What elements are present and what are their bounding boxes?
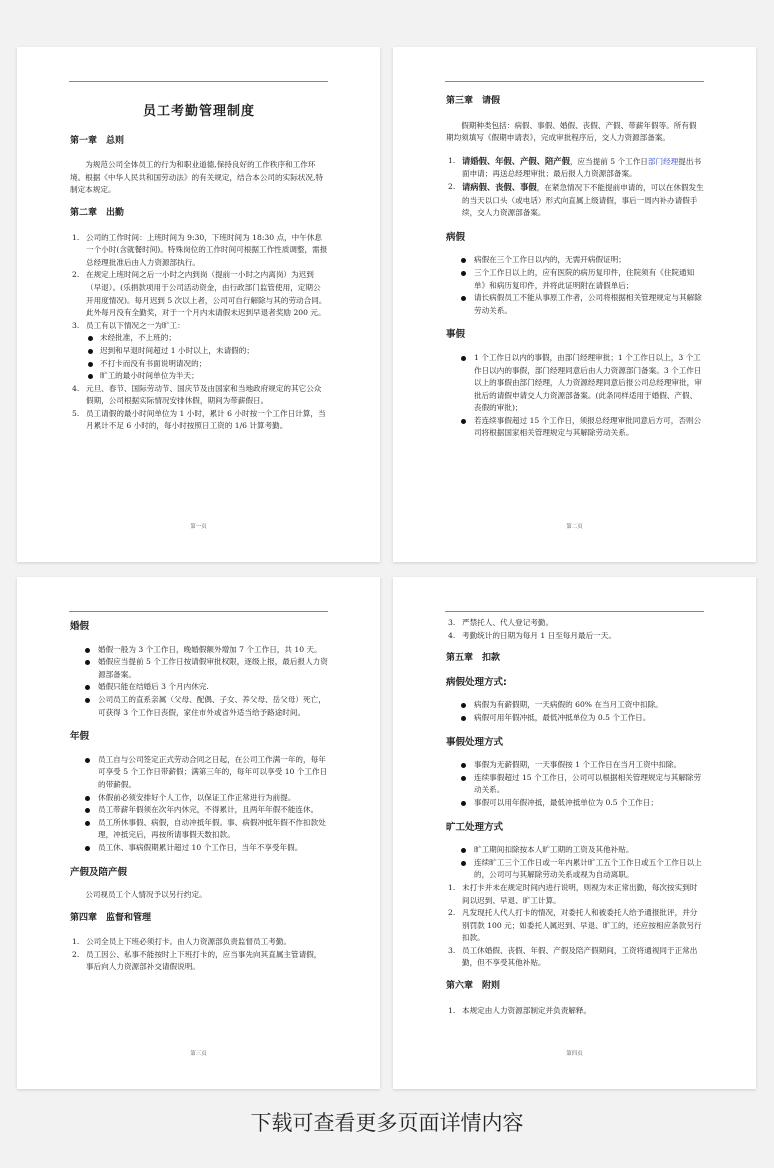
bullet-list: [86, 332, 328, 382]
list-item: 2. 请病假、丧假、事假，在紧急情况下不能提前申请的，可以在休假发生的当天以口头（或电话）形式向直属上级请假，事后一周内补办请假手续，交人力资源部备案。: [448, 181, 704, 218]
list-item: 1. 本规定由人力资源部制定并负责解释。: [448, 1005, 592, 1015]
page-number: 第三页: [190, 1051, 207, 1057]
department-manager-link[interactable]: 部门经理: [647, 156, 679, 166]
numbered-list: [446, 1005, 704, 1018]
bullet-item: 旷工期间扣除按本人旷工期的工资及其他补贴。: [446, 844, 704, 857]
bullet-item: 员工自与公司签定正式劳动合同之日起，在公司工作满一年的，每年可享受 5 个工作日带薪假；满第三年的，每年可以享受 10 个工作日的带薪假。: [70, 754, 328, 792]
bullet-item: 员工休、事病假期累计超过 10 个工作日，当年不享受年假。: [70, 842, 328, 855]
list-item: 4. 考勤统计的日期为每月 1 日至每月最后一天。: [448, 630, 616, 640]
bullet-item: 婚假只能在结婚后 3 个月内休完.: [70, 681, 328, 694]
list-item: 1. 请婚假、年假、产假、陪产假，应当提前 5 个工作日部门经理提出书面申请；再送总经理审批；最后报人力资源部备案。: [448, 155, 702, 179]
numbered-list: [70, 936, 328, 974]
section-heading: 事假: [446, 329, 466, 341]
page-content: [70, 617, 328, 984]
page-content: [446, 91, 704, 450]
numbered-list: [446, 155, 704, 220]
header-rule: [69, 611, 328, 612]
list-item: 2. 员工因公、私事不能按时上下班打卡的，应当事先向其直属主管请假，事后向人力资源部补交请假说明。: [72, 949, 322, 972]
download-prompt-text: 下载可查看更多页面详情内容: [250, 1111, 524, 1135]
section-heading: 事假处理方式: [446, 736, 504, 748]
numbered-list: [446, 617, 704, 642]
bullet-item: 病假可用年假冲抵，最低冲抵单位为 0.5 个工作日。: [446, 712, 704, 725]
paragraph: 公司视员工个人情况予以另行约定。: [85, 890, 207, 900]
bullet-list: [446, 844, 704, 882]
document-page-4: [393, 577, 756, 1089]
bullet-item: 病假在三个工作日以内的，无需开病假证明；: [446, 254, 704, 267]
page-content: [446, 617, 704, 1027]
bullet-item: 病假为有薪假期，一天病假的 60% 在当月工资中扣除。: [446, 699, 704, 712]
bullet-list: [446, 699, 704, 724]
chapter-heading: 第二章 出勤: [70, 207, 125, 218]
paragraph: 为规范公司全体员工的行为和职业道德,保持良好的工作秩序和工作环境。根据《中华人民共和国劳动法》的有关规定，结合本公司的实际状况,特制定本规定。: [70, 160, 324, 195]
list-item: 3. 员工休婚假、丧假、年假、产假及陪产假期间，工资将通视同于正常出勤，但不享受其他补贴。: [448, 945, 698, 968]
bullet-item: 员工所休事假、病假，自动冲抵年假。事、病假冲抵年假不作扣款处理，冲抵完后，再按所请事假天数扣款。: [70, 817, 328, 842]
chapter-heading: 第一章 总则: [70, 135, 125, 146]
bullet-list: [446, 254, 704, 317]
header-rule: [445, 611, 704, 612]
list-item: 1. 未打卡并未在规定时间内进行说明，则视为未正常出勤，每次按实到时间以迟到、早退、旷工计算。: [448, 882, 698, 905]
bullet-item: 三个工作日以上的，应有医院的病历复印件，住院须有《住院通知单》和病历复印件，并将此证明附在请假单后；: [446, 267, 704, 292]
list-item: 3. 严禁托人、代人登记考勤。: [448, 618, 554, 627]
bullet-list: [446, 352, 704, 440]
bullet-list: [446, 759, 704, 809]
document-page-3: [17, 577, 380, 1089]
bullet-item: 婚假一般为 3 个工作日，晚婚假额外增加 7 个工作日，共 10 天。: [70, 644, 328, 657]
document-page-2: [393, 47, 756, 562]
bullet-item: 事假为无薪假期，一天事假按 1 个工作日在当月工资中扣除。: [446, 759, 704, 772]
numbered-list: [70, 232, 328, 434]
list-item: 1. 公司的工作时间：上班时间为 9:30，下班时间为 18:30 点，中午休息一个小时(含就餐时间)。特殊岗位的工作时间可根据工作性质调整，需报总经理批准后由人力资源部执行。: [72, 232, 328, 267]
list-item: 3. 员工有以下情况之一为旷工： 未经批准，不上班的； 迟到和早退时间超过 1 小时以上，未请假的； 不打卡而没有书面说明请况的； 旷工的最小时间单位为半天；: [70, 320, 328, 383]
bullet-list: [70, 644, 328, 720]
bullet-item: 迟到和早退时间超过 1 小时以上，未请假的；: [86, 345, 328, 358]
section-heading: 旷工处理方式: [446, 821, 504, 833]
bullet-item: 婚假应当提前 5 个工作日按请假审批权限，逐级上报，最后报人力资源部备案。: [70, 656, 328, 681]
section-heading: 婚假: [70, 621, 90, 632]
page-content: [70, 91, 328, 443]
chapter-heading: 第三章 请假: [446, 96, 501, 106]
bullet-item: 1 个工作日以内的事假，由部门经理审批；1 个工作日以上，3 个工作日以内的事假，部门经理同意后由人力资源部门备案。3 个工作日以上的事假由部门经理，人力资源经理同意后报公司总经理审批，审批后的请假申请交人力资源部备案。(此条同样适用于婚假、产假、丧假的审批)；: [446, 352, 704, 415]
list-item: 2. 凡发现托人代人打卡的情况，对委托人和被委托人给予通报批评，并分别罚款 100 元；如委托人属迟到、早退、旷工的，还应按相应条款另行扣款。: [448, 908, 702, 943]
header-rule: [445, 81, 704, 82]
list-item: 1. 公司全员上下班必须打卡。由人力资源部负责监督员工考勤。: [72, 937, 292, 947]
page-number: 第四页: [566, 1051, 583, 1057]
section-heading: 产假及陪产假: [70, 866, 128, 878]
chapter-heading: 第四章 监督和管理: [70, 912, 152, 923]
chapter-heading: 第六章 附则: [446, 981, 501, 992]
bullet-item: 若连续事假超过 15 个工作日，须报总经理审批同意后方可，否则公司将根据国家相关管理规定与其解除劳动关系。: [446, 415, 704, 440]
page-number: 第一页: [190, 524, 207, 530]
page-number: 第二页: [566, 524, 583, 530]
bullet-item: 旷工的最小时间单位为半天；: [86, 370, 328, 383]
list-item: 4. 元旦、春节、国际劳动节、国庆节及由国家和当地政府规定的其它公众假期，公司根据实际情况安排休假，期间为带薪假日。: [72, 383, 322, 406]
list-item: 5. 员工请假的最小时间单位为 1 小时，累计 6 小时按一个工作日计算，当月累计不足 6 小时的，每小时按照日工资的 1/6 计算考勤。: [72, 408, 326, 431]
section-heading: 病假: [446, 231, 466, 243]
list-item: 2. 在规定上班时间之后一小时之内到岗（提前一小时之内离岗）为迟到（早退）。(乐捐款项用于公司活动资金，由行政部门监管使用，定期公开用度情况)。每月迟到 5 次以上者，公司可自行解除与其的劳动合同。此外每月没有全勤奖，对于一个月内未请假未迟到早退者奖励 200 元。: [72, 270, 327, 318]
bullet-item: 休假前必须安排好个人工作，以保证工作正常进行为前提。: [70, 792, 328, 805]
numbered-list: [446, 882, 704, 970]
bullet-list: [70, 754, 328, 855]
section-heading: 病假处理方式:: [446, 676, 507, 688]
section-heading: 年假: [70, 731, 90, 743]
bullet-item: 员工带薪年假须在次年内休完，不得累计，且两年年假不能连休。: [70, 804, 328, 817]
header-rule: [69, 81, 328, 82]
document-title: 员工考勤管理制度: [142, 104, 255, 119]
bullet-item: 不打卡而没有书面说明请况的；: [86, 358, 328, 371]
paragraph: 假期种类包括：病假、事假、婚假、丧假、产假、带薪年假等。所有假期均须填写《假期申请表》，完成审批程序后，交人力资源部备案。: [446, 120, 697, 143]
bullet-item: 事假可以用年假冲抵，最低冲抵单位为 0.5 个工作日；: [446, 797, 704, 810]
bullet-item: 未经批准，不上班的；: [86, 332, 328, 345]
chapter-heading: 第五章 扣款: [446, 653, 501, 664]
document-page-1: [17, 47, 380, 562]
bullet-item: 连续旷工三个工作日或一年内累计旷工五个工作日或五个工作日以上的，公司可与其解除劳动关系或视为自动离职。: [446, 857, 704, 882]
bullet-item: 请长病假员工不能从事原工作者，公司将根据相关管理规定与其解除劳动关系。: [446, 292, 704, 317]
bullet-item: 连续事假超过 15 个工作日，公司可以根据相关管理规定与其解除劳动关系。: [446, 772, 704, 797]
bullet-item: 公司员工的直系亲属（父母、配偶、子女、养父母、岳父母）死亡，可获得 3 个工作日丧假，家住市外或省外适当给予路途时间。: [70, 694, 328, 719]
